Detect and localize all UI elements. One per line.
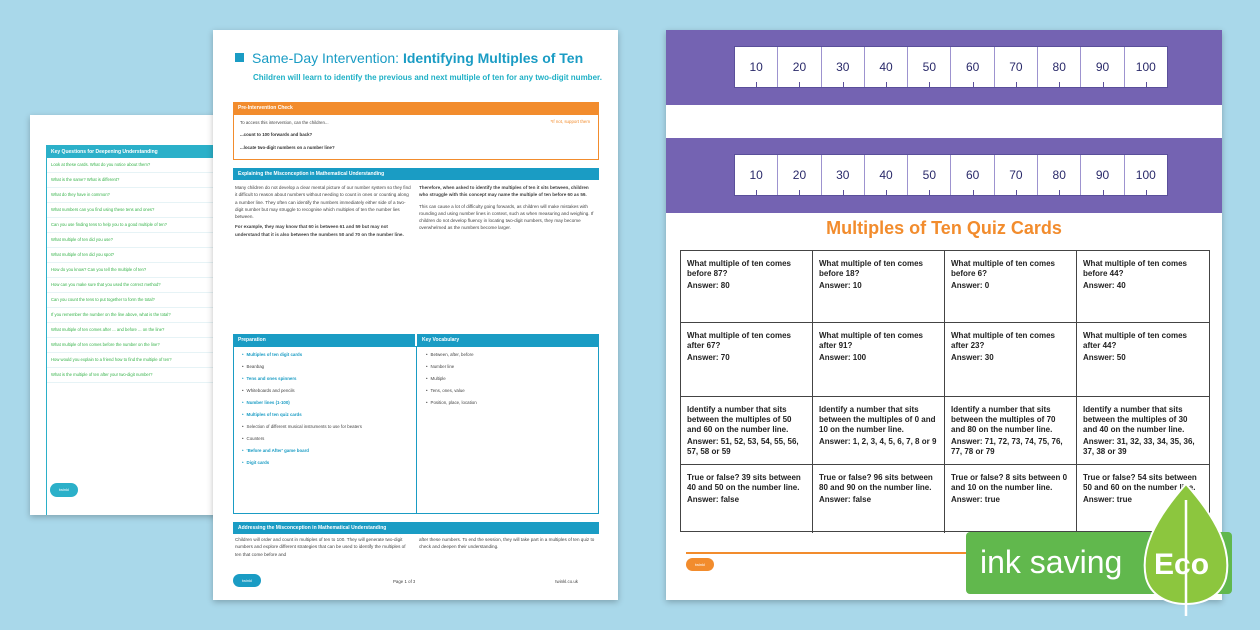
- quiz-card: [1077, 397, 1209, 465]
- quiz-question: What multiple of ten comes before 87?: [687, 259, 792, 278]
- number-line-band: [666, 30, 1222, 105]
- preparation-item: • Beanbag: [236, 361, 414, 373]
- number-line-cell: 40: [865, 155, 908, 195]
- number-line: [734, 46, 1168, 88]
- quiz-answer: Answer: 51, 52, 53, 54, 55, 56, 57, 58 or 59: [687, 437, 799, 456]
- quiz-answer: Answer: 30: [951, 353, 994, 362]
- preparation-item: • Number lines (1-100): [236, 397, 414, 409]
- vocabulary-item: • Position, place, location: [420, 397, 596, 409]
- quiz-card: [681, 465, 813, 533]
- pre-check-item: ...count to 100 forwards and back?: [240, 132, 313, 137]
- addressing-left: Children will order and count in multiples of ten to 100. They will generate two-digit numbers and explore different strategies that can be used to identify the multiples of ten that come before and: [235, 537, 406, 557]
- key-questions-sheet: [30, 115, 230, 515]
- preparation-item: • Digit cards: [236, 457, 414, 469]
- quiz-question: What multiple of ten comes before 6?: [951, 259, 1056, 278]
- number-line-cell: 70: [995, 47, 1038, 87]
- quiz-card: [813, 323, 945, 397]
- quiz-card: [1077, 323, 1209, 397]
- number-line-cell: 100: [1125, 47, 1167, 87]
- quiz-question: What multiple of ten comes before 44?: [1083, 259, 1188, 278]
- key-question-item: How do you know? Can you tell the multiple of ten?: [47, 263, 230, 278]
- quiz-answer: Answer: false: [819, 495, 872, 504]
- quiz-answer: Answer: false: [687, 495, 740, 504]
- title-square-icon: [235, 53, 244, 62]
- number-line-cell: 10: [735, 155, 778, 195]
- number-line-cell: 100: [1125, 155, 1167, 195]
- number-line-band: [666, 138, 1222, 213]
- preparation-item: • Multiples of ten digit cards: [236, 349, 414, 361]
- number-line-cell: 80: [1038, 155, 1081, 195]
- quiz-question: What multiple of ten comes before 18?: [819, 259, 924, 278]
- number-line-cell: 60: [951, 47, 994, 87]
- key-question-item: If you remember the number on the line above, what is the total?: [47, 308, 230, 323]
- key-question-item: What multiple of ten comes after ... and before ... on the line?: [47, 323, 230, 338]
- key-question-item: What is the multiple of ten after your two-digit number?: [47, 368, 230, 383]
- key-question-item: Look at these cards. What do you notice about them?: [47, 158, 230, 173]
- quiz-answer: Answer: 40: [1083, 281, 1126, 290]
- misconception-paragraph: This can cause a lot of difficulty going forwards, as children will make mistakes with rounding and using number lines in context, such as when measuring and weighing. If children do not develop fluency in locating two-digit numbers, they may become overwhelmed as the numbers become larger.: [419, 203, 594, 231]
- quiz-card: [681, 251, 813, 323]
- quiz-answer: Answer: true: [1083, 495, 1132, 504]
- quiz-question: Identify a number that sits between the multiples of 0 and 10 on the number line.: [819, 405, 936, 434]
- pre-check-heading: Pre-Intervention Check: [233, 102, 599, 114]
- vocabulary-heading: Key Vocabulary: [417, 334, 599, 346]
- quiz-title: Multiples of Ten Quiz Cards: [826, 218, 1062, 238]
- number-line-cell: 30: [822, 155, 865, 195]
- quiz-answer: Answer: 31, 32, 33, 34, 35, 36, 37, 38 or 39: [1083, 437, 1195, 456]
- quiz-question: What multiple of ten comes after 23?: [951, 331, 1056, 350]
- plan-title-prefix: Same-Day Intervention:: [252, 50, 403, 66]
- vocabulary-item: • Multiple: [420, 373, 596, 385]
- quiz-card: [681, 397, 813, 465]
- twinkl-logo: twinkl: [50, 483, 78, 497]
- quiz-question: Identify a number that sits between the multiples of 30 and 40 on the number line.: [1083, 405, 1188, 434]
- page-number: Page 1 of 3: [393, 579, 416, 584]
- quiz-answer: Answer: 80: [687, 281, 730, 290]
- twinkl-logo: twinkl: [686, 558, 714, 571]
- key-question-item: Can you use finding tens to help you to a good multiple of ten?: [47, 218, 230, 233]
- key-question-item: What multiple of ten did you use?: [47, 233, 230, 248]
- key-question-item: Can you count the tens to put together to form the total?: [47, 293, 230, 308]
- column-divider: [416, 347, 417, 513]
- addressing-heading: Addressing the Misconception in Mathematical Understanding: [233, 522, 599, 534]
- number-line-cell: 90: [1081, 47, 1124, 87]
- misconception-right: [419, 184, 597, 232]
- misconception-paragraph: Therefore, when asked to identify the multiples of ten it sits between, children who struggle with this concept may name the multiple of ten before 60 as 59.: [419, 185, 589, 198]
- quiz-question: Identify a number that sits between the multiples of 70 and 80 on the number line.: [951, 405, 1056, 434]
- quiz-question: True or false? 39 sits between 40 and 50 on the number line.: [687, 473, 801, 492]
- preparation-item: • Tens and ones spinners: [236, 373, 414, 385]
- quiz-answer: Answer: 100: [819, 353, 867, 362]
- quiz-question: What multiple of ten comes after 91?: [819, 331, 924, 350]
- quiz-card: [813, 251, 945, 323]
- quiz-card: [813, 397, 945, 465]
- quiz-card: [945, 465, 1077, 533]
- eco-label: Eco: [1154, 548, 1210, 581]
- plan-title-bold: Identifying Multiples of Ten: [402, 50, 584, 66]
- plan-title: [235, 50, 583, 66]
- misconception-left: [235, 184, 411, 238]
- vocabulary-list: [420, 349, 596, 409]
- quiz-card-grid: [680, 250, 1210, 532]
- number-line-cell: 10: [735, 47, 778, 87]
- quiz-question: True or false? 54 sits between 50 and 60 on the number line.: [1083, 473, 1197, 492]
- quiz-card: [1077, 251, 1209, 323]
- number-line: [734, 154, 1168, 196]
- number-line-cell: 50: [908, 47, 951, 87]
- quiz-answer: Answer: 10: [819, 281, 862, 290]
- addressing-right: after these numbers. To end the session, they will take part in a multiples of ten quiz to check and deepen their understanding.: [419, 537, 595, 550]
- number-line-cell: 90: [1081, 155, 1124, 195]
- misconception-paragraph: For example, they may know that 60 is between 61 and 59 but may not understand that it is also between the numbers 50 and 70 on the number line.: [235, 224, 404, 237]
- quiz-question: True or false? 8 sits between 0 and 10 on the number line.: [951, 473, 1068, 492]
- number-line-cell: 20: [778, 155, 821, 195]
- quiz-card: [945, 397, 1077, 465]
- key-question-item: What numbers can you find using these tens and ones?: [47, 203, 230, 218]
- key-questions-box: [46, 145, 230, 515]
- number-line-cell: 80: [1038, 47, 1081, 87]
- ink-saving-label: ink saving: [980, 544, 1123, 580]
- preparation-item: • Multiples of ten quiz cards: [236, 409, 414, 421]
- preparation-heading: Preparation: [233, 334, 415, 346]
- preparation-item: • Selection of different musical instruments to use for beaters: [236, 421, 414, 433]
- preparation-item: • Whiteboards and pencils: [236, 385, 414, 397]
- pre-check-intro: To access this intervention, can the children...: [240, 120, 329, 125]
- quiz-answer: Answer: 71, 72, 73, 74, 75, 76, 77, 78 or 79: [951, 437, 1063, 456]
- number-line-cell: 70: [995, 155, 1038, 195]
- intervention-plan-sheet: [213, 30, 618, 600]
- quiz-card: [813, 465, 945, 533]
- quiz-answer: Answer: true: [951, 495, 1000, 504]
- key-question-item: What multiple of ten comes before the number on the line?: [47, 338, 230, 353]
- quiz-answer: Answer: 70: [687, 353, 730, 362]
- quiz-answer: Answer: 0: [951, 281, 990, 290]
- preparation-item: • Counters: [236, 433, 414, 445]
- quiz-question: True or false? 96 sits between 80 and 90 on the number line.: [819, 473, 933, 492]
- key-questions-list: [47, 158, 230, 383]
- site-url: twinkl.co.uk: [555, 579, 578, 584]
- quiz-card: [681, 323, 813, 397]
- number-line-cell: 40: [865, 47, 908, 87]
- quiz-answer: Answer: 1, 2, 3, 4, 5, 6, 7, 8 or 9: [819, 437, 937, 446]
- plan-footer: [233, 574, 598, 588]
- misconception-heading: Explaining the Misconception in Mathematical Understanding: [233, 168, 599, 180]
- vocabulary-item: • Number line: [420, 361, 596, 373]
- preparation-item: • 'Before and After' game board: [236, 445, 414, 457]
- number-line-cell: 50: [908, 155, 951, 195]
- vocabulary-item: • Between, after, before: [420, 349, 596, 361]
- key-question-item: How can you make sure that you used the correct method?: [47, 278, 230, 293]
- eco-leaf-icon: [1136, 482, 1236, 618]
- preparation-list: [236, 349, 414, 469]
- quiz-card: [945, 251, 1077, 323]
- number-line-cell: 30: [822, 47, 865, 87]
- key-question-item: What is the same? What is different?: [47, 173, 230, 188]
- vocabulary-item: • Tens, ones, value: [420, 385, 596, 397]
- preparation-box: [233, 346, 599, 514]
- quiz-card: [945, 323, 1077, 397]
- twinkl-logo: twinkl: [233, 574, 261, 587]
- quiz-question: What multiple of ten comes after 67?: [687, 331, 792, 350]
- pre-check-note: *If not, support them: [550, 119, 590, 124]
- key-question-item: What multiple of ten did you spot?: [47, 248, 230, 263]
- number-line-cell: 60: [951, 155, 994, 195]
- plan-subtitle: Children will learn to identify the previous and next multiple of ten for any two-digit number.: [253, 73, 602, 82]
- quiz-answer: Answer: 50: [1083, 353, 1126, 362]
- quiz-question: What multiple of ten comes after 44?: [1083, 331, 1188, 350]
- pre-check-box: [233, 114, 599, 160]
- key-questions-heading: Key Questions for Deepening Understanding: [47, 146, 230, 158]
- key-question-item: How would you explain to a friend how to find the multiple of ten?: [47, 353, 230, 368]
- misconception-paragraph: Many children do not develop a clear mental picture of our number system so they find it difficult to reason about numbers without needing to count in ones or counting along a number line. They often can identify the numbers immediately either side of a two-digit number but may struggle to recognise which multiples of ten the number lies between.: [235, 185, 411, 220]
- number-line-cell: 20: [778, 47, 821, 87]
- pre-check-item: ...locate two-digit numbers on a number line?: [240, 145, 335, 150]
- key-question-item: What do they have in common?: [47, 188, 230, 203]
- quiz-question: Identify a number that sits between the multiples of 50 and 60 on the number line.: [687, 405, 792, 434]
